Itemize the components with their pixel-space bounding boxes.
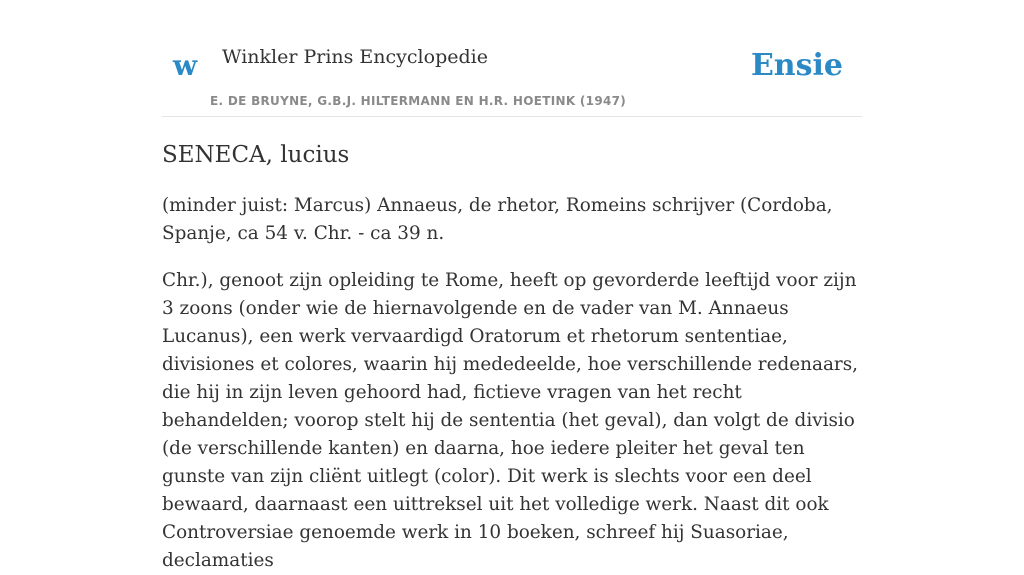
ensie-logo-link[interactable]: Ensie	[750, 48, 843, 83]
source-title-link[interactable]: Winkler Prins Encyclopedie	[222, 46, 488, 68]
source-authors: E. DE BRUYNE, G.B.J. HILTERMANN EN H.R. HOETINK (1947)	[210, 94, 627, 108]
article-paragraph: (minder juist: Marcus) Annaeus, de rhetor, Romeins schrijver (Cordoba, Spanje, ca 54 v. Chr. - ca 39 n.	[162, 195, 833, 244]
winkler-prins-logo[interactable]: w	[173, 49, 198, 82]
article-paragraph: Chr.), genoot zijn opleiding te Rome, heeft op gevorderde leeftijd voor zijn 3 zoons (onder wie de hiernavolgende en de vader van M. Annaeus Lucanus), een werk vervaardigd Oratorum et rhetorum sententiae, divisiones et colores, waarin hij mededeelde, hoe verschillende redenaars, die hij in zijn leven gehoord had, fictieve vragen van het recht behandelden; voorop stelt hij de sententia (het geval), dan volgt de divisio (de verschillende kanten) en daarna, hoe iedere pleiter het geval ten gunste van zijn cliënt uitlegt (color). Dit werk is slechts voor een deel bewaard, daarnaast een uittreksel uit het volledige werk. Naast dit ook Controversiae genoemde werk in 10 boeken, schreef hij Suasoriae, declamaties	[162, 270, 858, 571]
source-header	[162, 0, 862, 117]
entry-title: SENECA, lucius	[162, 142, 350, 168]
article-body	[162, 138, 862, 575]
